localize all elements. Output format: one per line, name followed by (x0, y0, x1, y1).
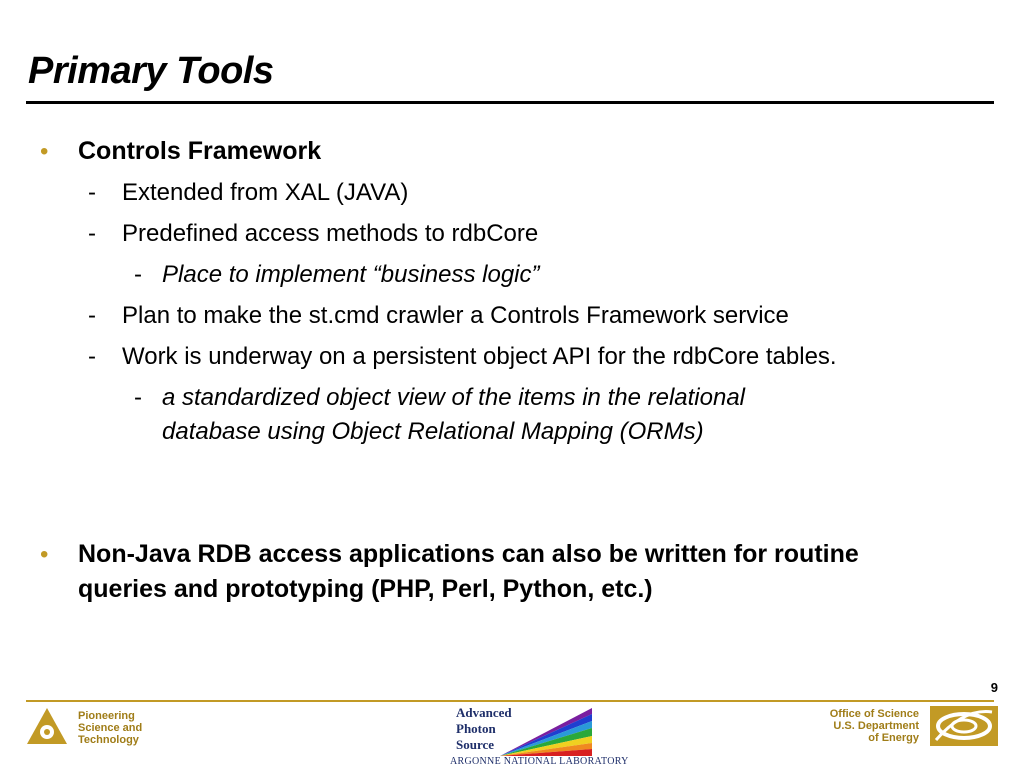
sub-bullet-crawler: Plan to make the st.cmd crawler a Controls Framework service (122, 302, 789, 329)
dash-marker: - (88, 343, 96, 370)
footer-right-line: Office of Science (829, 708, 919, 720)
sub-bullet-persistent-api: Work is underway on a persistent object API for the rdbCore tables. (122, 343, 837, 370)
dash-marker: - (88, 220, 96, 247)
bullet-non-java-line2: queries and prototyping (PHP, Perl, Python, etc.) (78, 575, 653, 603)
dash-marker: - (134, 261, 142, 288)
aps-logo (448, 704, 629, 768)
footer-left-text (78, 710, 142, 746)
title-divider (26, 101, 994, 104)
footer-right-line: of Energy (868, 732, 919, 744)
dash-marker: - (134, 384, 142, 411)
aps-line1: Advanced (456, 705, 512, 720)
dash-marker: - (88, 302, 96, 329)
sub-bullet-xal: Extended from XAL (JAVA) (122, 179, 409, 206)
doe-logo-icon (930, 706, 998, 746)
footer-left-line: Technology (78, 734, 139, 746)
bullet-marker: • (40, 138, 49, 165)
footer-left-line: Pioneering (78, 710, 135, 722)
rainbow-spectrum-icon (500, 706, 592, 756)
argonne-logo-icon (26, 707, 68, 745)
bullet-marker: • (40, 541, 49, 568)
footer-right-text (830, 708, 919, 744)
bullet-non-java-line1: Non-Java RDB access applications can also be written for routine (78, 540, 859, 568)
footer-left-line: Science and (78, 722, 143, 734)
page-number: 9 (990, 680, 998, 695)
sub-sub-bullet-business-logic: Place to implement “business logic” (162, 261, 540, 288)
aps-line3: Source (456, 737, 495, 752)
footer-right-line: U.S. Department (833, 720, 919, 732)
dash-marker: - (88, 179, 96, 206)
sub-bullet-access-methods: Predefined access methods to rdbCore (122, 220, 539, 247)
argonne-lab-name: ARGONNE NATIONAL LABORATORY (450, 756, 629, 767)
bullet-controls-framework: Controls Framework (78, 137, 322, 165)
footer-divider (26, 700, 994, 702)
sub-sub-bullet-orm-line1: a standardized object view of the items in the relational (162, 384, 745, 411)
sub-sub-bullet-orm-line2: database using Object Relational Mapping (ORMs) (162, 418, 704, 445)
aps-line2: Photon (456, 721, 496, 736)
slide-title: Primary Tools (28, 50, 274, 92)
